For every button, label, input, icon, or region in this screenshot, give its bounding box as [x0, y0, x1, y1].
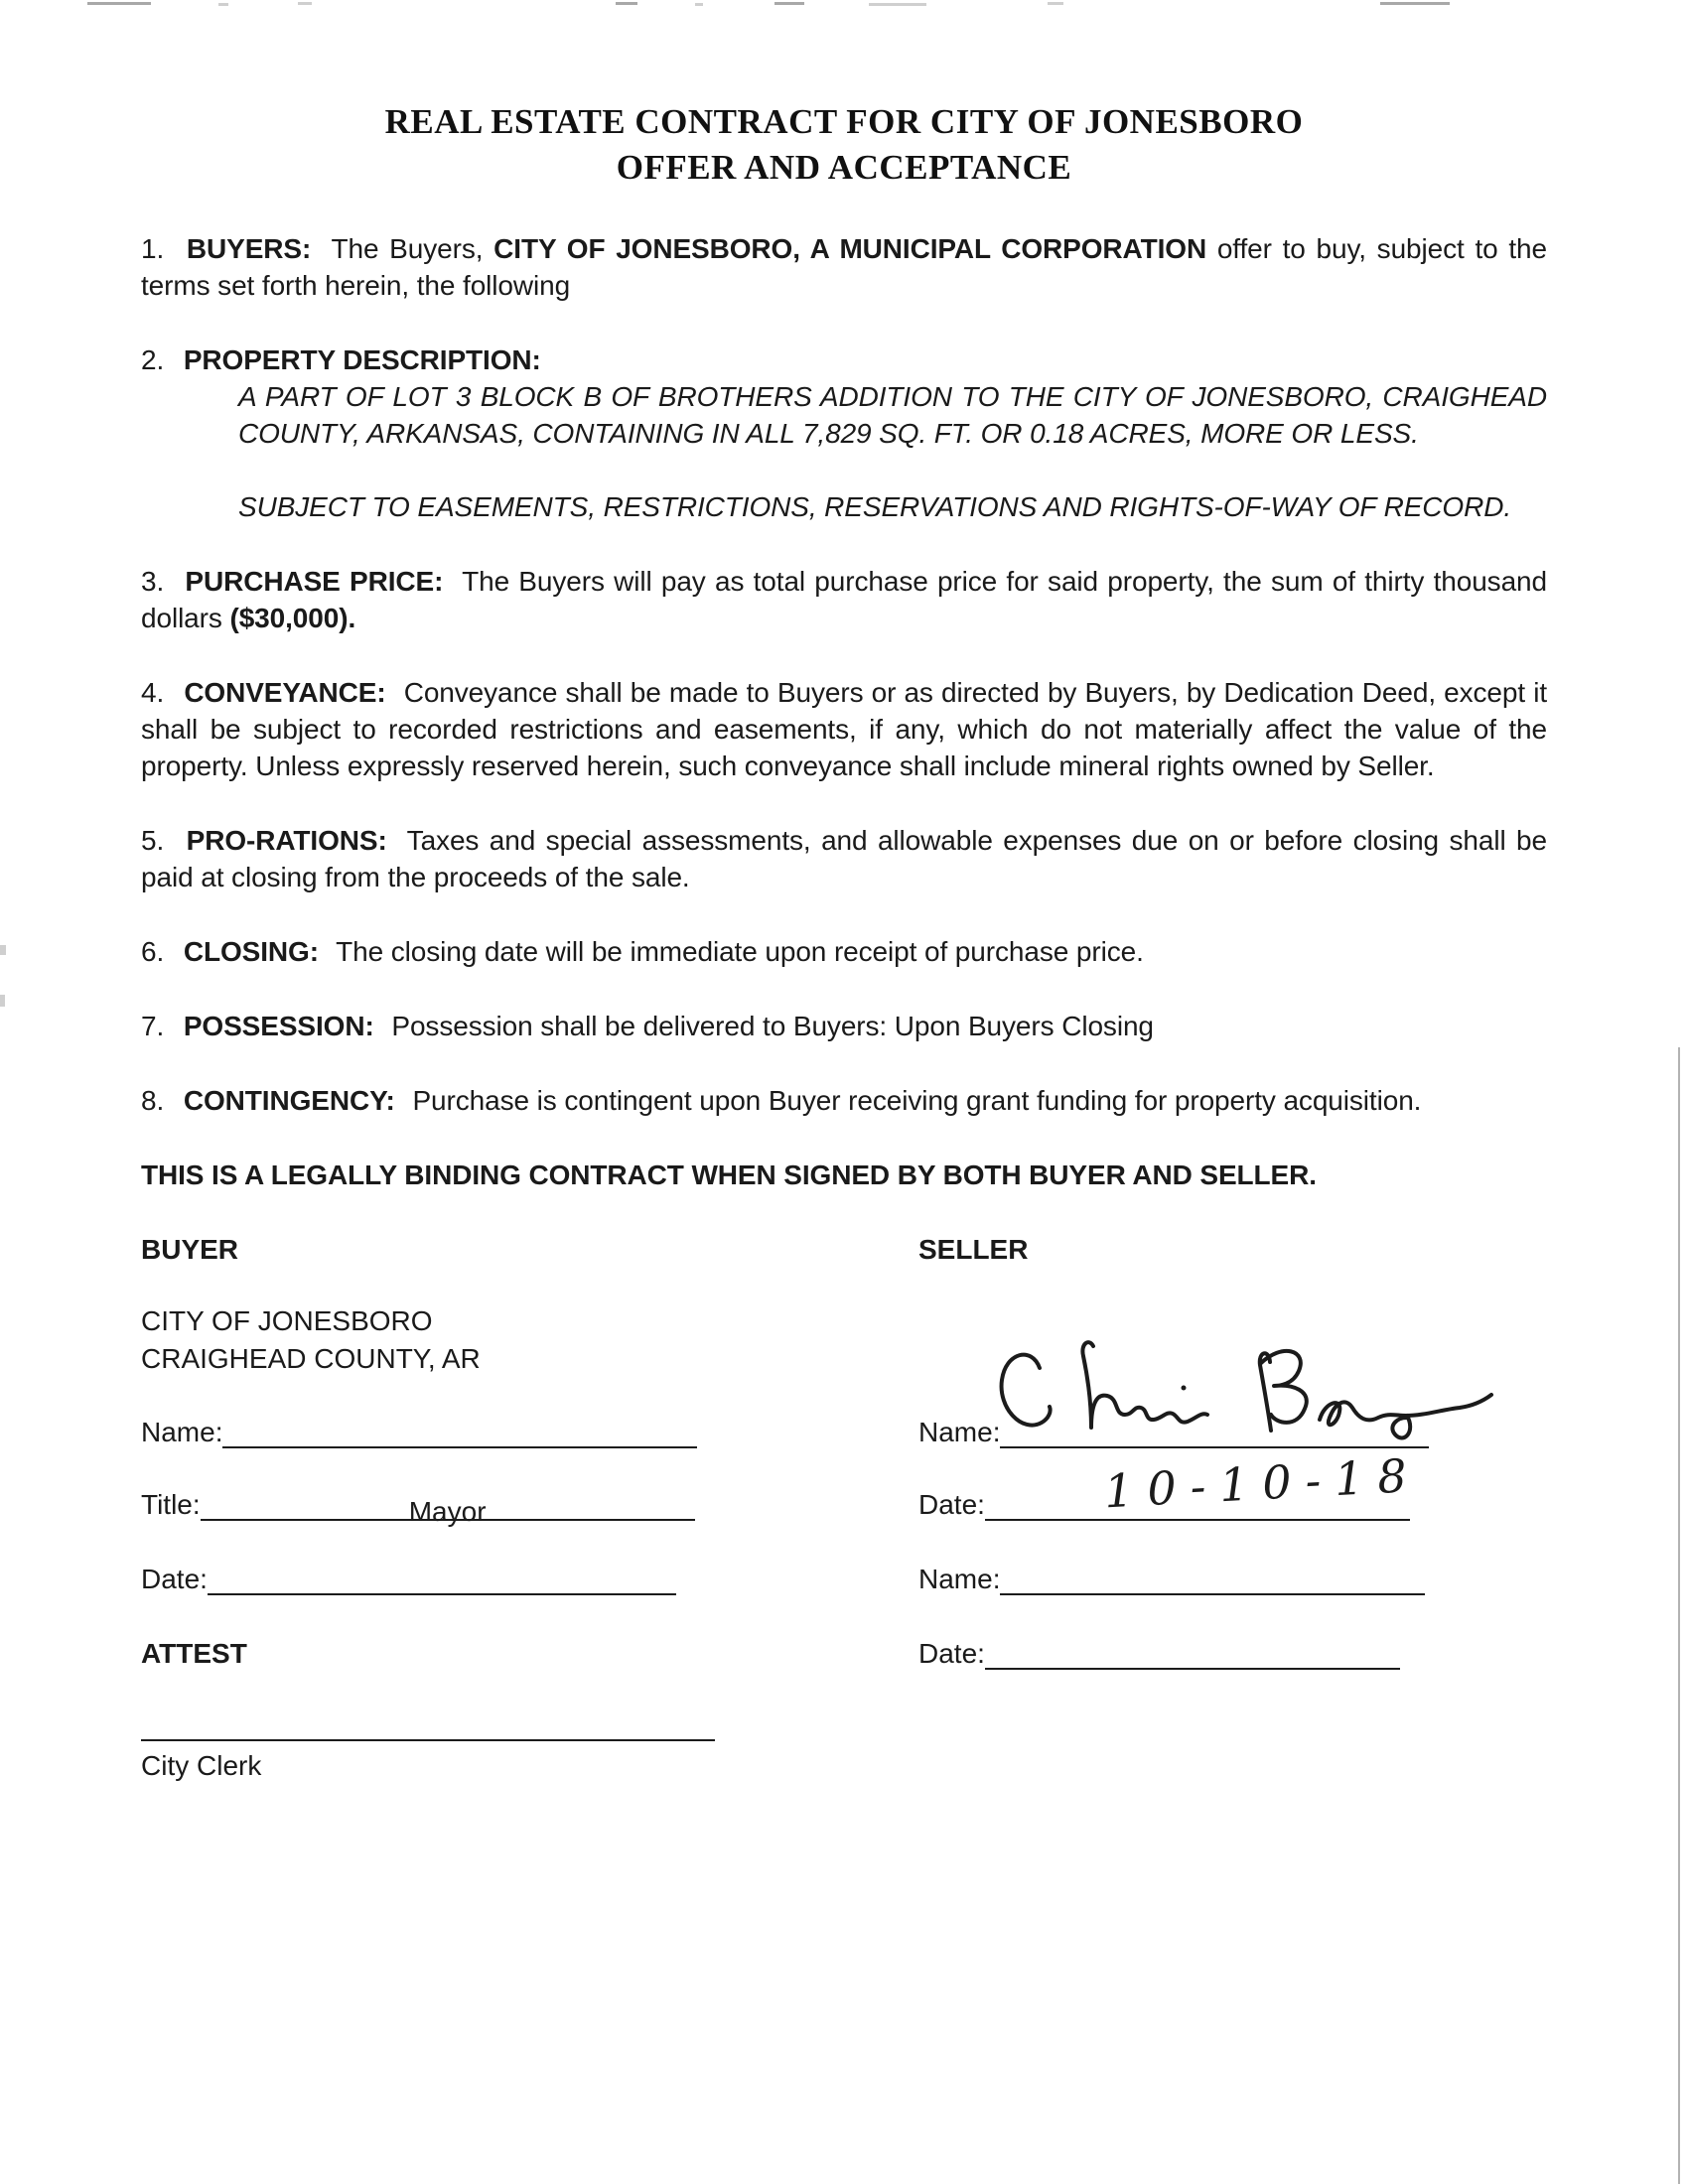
section-heading: PROPERTY DESCRIPTION: [183, 344, 541, 375]
seller-date2-field [918, 1635, 1400, 1672]
buyer-date-blank [208, 1568, 676, 1595]
seller-name2-field [918, 1561, 1425, 1597]
section-text: Possession shall be delivered to Buyers: Upon Buyers Closing [391, 1011, 1154, 1041]
seller-date-blank [985, 1447, 1422, 1521]
section-heading: CONVEYANCE: [184, 677, 386, 708]
property-description-easements: SUBJECT TO EASEMENTS, RESTRICTIONS, RESERVATIONS AND RIGHTS-OF-WAY OF RECORD. [238, 491, 1512, 522]
buyer-title-field [141, 1486, 695, 1527]
section-text: The Buyers, [331, 233, 484, 264]
section-bold-text: CITY OF JONESBORO, A MUNICIPAL CORPORATION [493, 233, 1207, 264]
attest-signature-line [141, 1739, 715, 1741]
seller-date-handwritten: 10-10-18 [1102, 1447, 1422, 1519]
section-buyers [141, 230, 1547, 304]
scan-edge-line [1678, 1047, 1680, 2184]
section-number: 1. [141, 233, 165, 264]
section-number: 7. [141, 1011, 165, 1041]
document-title [141, 99, 1547, 191]
document-title-line2: OFFER AND ACCEPTANCE [616, 148, 1072, 187]
buyer-title-value: Mayor [408, 1496, 487, 1527]
section-contingency [141, 1082, 1547, 1119]
section-text: offer to buy, subject to the terms set forth herein, the following [141, 233, 1547, 301]
document-title-line1: REAL ESTATE CONTRACT FOR CITY OF JONESBORO [384, 102, 1304, 141]
section-text: The closing date will be immediate upon receipt of purchase price. [336, 936, 1144, 967]
section-closing [141, 933, 1547, 970]
seller-date2-blank [985, 1642, 1400, 1670]
seller-header: SELLER [918, 1234, 1029, 1265]
seller-date2-label: Date: [918, 1638, 985, 1669]
buyer-name-field [141, 1414, 697, 1450]
seller-date-label: Date: [918, 1489, 985, 1520]
section-number: 5. [141, 825, 165, 856]
buyer-date-field [141, 1561, 676, 1597]
signature-stroke [1082, 1342, 1207, 1428]
section-property-description-heading [141, 341, 1547, 378]
section-heading: BUYERS: [186, 233, 312, 264]
signature-i-dot [1182, 1386, 1187, 1391]
section-text: Taxes and special assessments, and allowable expenses due on or before closing shall be paid at closing from the proceeds of the sale. [141, 825, 1548, 892]
section-purchase-price [141, 563, 1547, 636]
section-heading: CLOSING: [183, 936, 319, 967]
section-number: 4. [141, 677, 165, 708]
seller-name2-blank [1000, 1568, 1425, 1595]
section-number: 8. [141, 1085, 165, 1116]
section-prorations [141, 822, 1547, 895]
buyer-name-blank [222, 1421, 697, 1448]
buyer-date-label: Date: [141, 1564, 208, 1594]
buyer-title-label: Title: [141, 1489, 201, 1520]
section-number: 3. [141, 566, 165, 597]
binding-notice: THIS IS A LEGALLY BINDING CONTRACT WHEN SIGNED BY BOTH BUYER AND SELLER. [141, 1160, 1317, 1190]
section-possession [141, 1008, 1547, 1044]
signature-stroke [1392, 1416, 1410, 1438]
seller-name-label: Name: [918, 1417, 1001, 1447]
section-heading: POSSESSION: [183, 1011, 374, 1041]
buyer-org-line1: CITY OF JONESBORO [141, 1305, 433, 1336]
signature-stroke [1320, 1395, 1491, 1425]
buyer-org-line2: CRAIGHEAD COUNTY, AR [141, 1343, 481, 1374]
section-text: Purchase is contingent upon Buyer receiving grant funding for property acquisition. [412, 1085, 1422, 1116]
seller-name2-label: Name: [918, 1564, 1001, 1594]
seller-signature [978, 1338, 1514, 1457]
section-text: The Buyers will pay as total purchase price for said property, the sum of thirty thousand dollars [141, 566, 1547, 633]
section-heading: PURCHASE PRICE: [185, 566, 444, 597]
seller-date-field [918, 1447, 1422, 1523]
signature-stroke [1002, 1355, 1051, 1426]
buyer-title-blank [201, 1493, 695, 1527]
property-description-paragraph: A PART OF LOT 3 BLOCK B OF BROTHERS ADDITION TO THE CITY OF JONESBORO, CRAIGHEAD COUNTY, ARKANSAS, CONTAINING IN ALL 7,829 SQ. FT. OR 0.18 ACRES, MORE OR LESS. [238, 381, 1547, 449]
section-text: Conveyance shall be made to Buyers or as directed by Buyers, by Dedication Deed, except it shall be subject to recorded restrictions and easements, if any, which do not materially affect the value of the property. Unless expressly reserved herein, such conveyance shall include mineral rights owned by Seller. [141, 677, 1548, 781]
scan-artifact [0, 995, 5, 1007]
buyer-header: BUYER [141, 1234, 239, 1265]
section-bold-text: ($30,000). [229, 603, 356, 633]
section-conveyance [141, 674, 1547, 784]
attest-label: ATTEST [141, 1638, 247, 1669]
section-heading: CONTINGENCY: [183, 1085, 395, 1116]
section-number: 6. [141, 936, 165, 967]
scan-artifact [0, 945, 6, 955]
city-clerk-label: City Clerk [141, 1750, 262, 1781]
section-heading: PRO-RATIONS: [186, 825, 387, 856]
buyer-name-label: Name: [141, 1417, 223, 1447]
section-number: 2. [141, 344, 165, 375]
